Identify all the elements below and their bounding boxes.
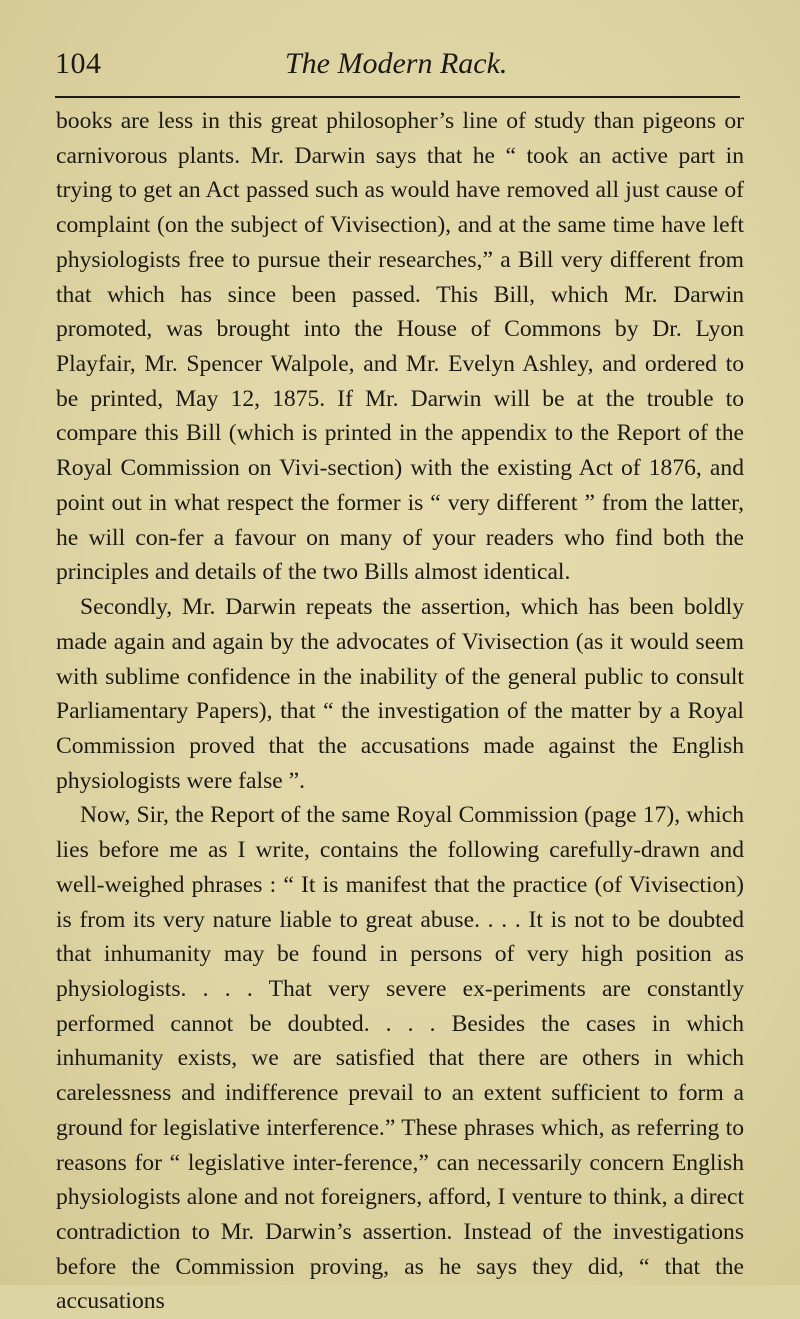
header-rule — [55, 96, 740, 98]
running-title: The Modern Rack. — [285, 47, 508, 80]
page-number: 104 — [55, 47, 102, 80]
body-text — [56, 104, 744, 1319]
paragraph-2: Secondly, Mr. Darwin repeats the assertion, which has been boldly made again and again by the advocates of Vivisection (as it would seem with sublime confidence in the inability of the general public to consult Parliamentary Papers), that “ the investigation of the matter by a Royal Commission proved that the accusations made against the English physiologists were false ”. — [56, 594, 744, 794]
paragraph-1: books are less in this great philosopher’s line of study than pigeons or carnivorous plants. Mr. Darwin says that he “ took an active part in trying to get an Act passed such as would have removed all just cause of complaint (on the subject of Vivisection), and at the same time have left physiologists free to pursue their researches,” a Bill very different from that which has since been passed. This Bill, which Mr. Darwin promoted, was brought into the House of Commons by Dr. Lyon Playfair, Mr. Spencer Walpole, and Mr. Evelyn Ashley, and ordered to be printed, May 12, 1875. If Mr. Darwin will be at the trouble to compare this Bill (which is printed in the appendix to the Report of the Royal Commission on Vivi-section) with the existing Act of 1876, and point out in what respect the former is “ very different ” from the latter, he will con-fer a favour on many of your readers who find both the principles and details of the two Bills almost identical. — [56, 108, 744, 586]
paragraph-3: Now, Sir, the Report of the same Royal Commission (page 17), which lies before me as I write, contains the following carefully-drawn and well-weighed phrases : “ It is manifest that the practice (of Vivisection) is from its very nature liable to great abuse. . . . It is not to be doubted that inhumanity may be found in persons of very high position as physiologists. . . . That very severe ex-periments are constantly performed cannot be doubted. . . . Besides the cases in which inhumanity exists, we are satisfied that there are others in which carelessness and indifference prevail to an extent sufficient to form a ground for legislative interference.” These phrases which, as referring to reasons for “ legislative inter-ference,” can necessarily concern English physiologists alone and not foreigners, afford, I venture to think, a direct contradiction to Mr. Darwin’s assertion. Instead of the investigations before the Commission proving, as he says they did, “ that the accusations — [56, 802, 744, 1315]
page-header — [55, 44, 745, 84]
